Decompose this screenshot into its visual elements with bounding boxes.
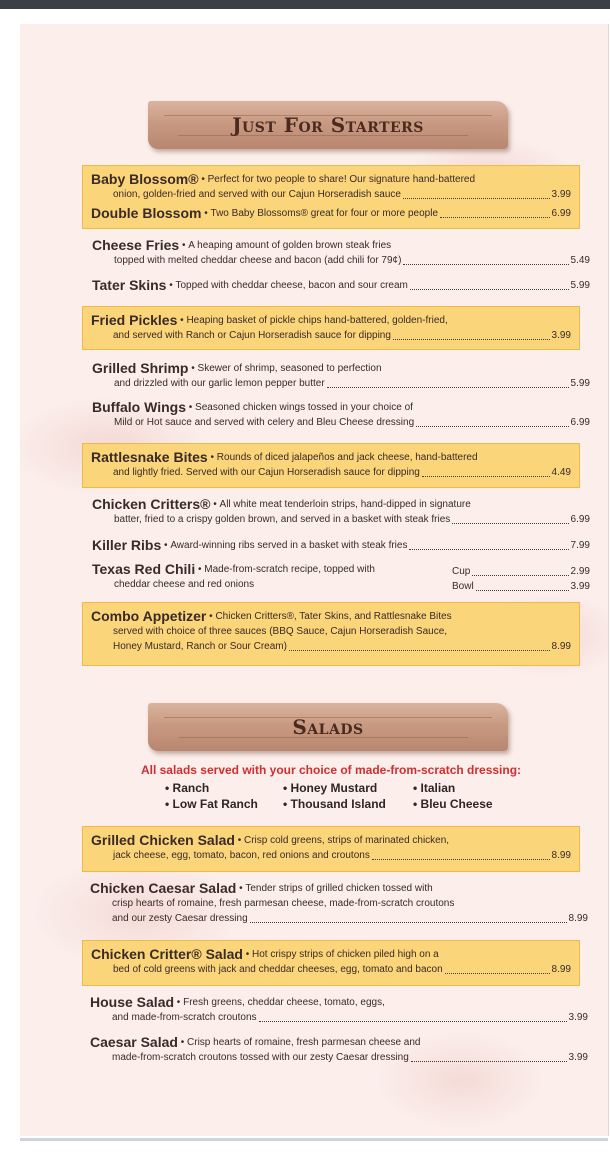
item-desc: Topped with cheddar cheese, bacon and sour cream bbox=[175, 280, 408, 291]
item-price: 5.49 bbox=[570, 255, 590, 266]
dressing-option: • Thousand Island bbox=[283, 797, 386, 811]
item-desc: Fresh greens, cheddar cheese, tomato, eggs, bbox=[183, 997, 385, 1008]
dressing-column-3 bbox=[413, 780, 493, 812]
item-name: Buffalo Wings bbox=[92, 399, 186, 415]
item-price: 5.99 bbox=[570, 378, 590, 389]
item-price: 6.99 bbox=[570, 417, 590, 428]
item-price: 3.99 bbox=[568, 1012, 588, 1023]
item-name: Tater Skins bbox=[92, 277, 167, 293]
item-desc: A heaping amount of golden brown steak fries bbox=[188, 240, 392, 251]
item-name: Chicken Critters® bbox=[92, 496, 211, 512]
item-name: House Salad bbox=[90, 994, 175, 1010]
item-price: 3.99 bbox=[551, 330, 571, 341]
item-desc: and our zesty Caesar dressing bbox=[112, 913, 248, 924]
bowl-price: 3.99 bbox=[570, 581, 590, 592]
menu-item-box-grilled-chicken-salad: Grilled Chicken Salad • Crisp cold greens, strips of marinated chicken, jack cheese, egg, tomato, bacon, red onions and croutons 8.99 bbox=[82, 826, 580, 872]
item-desc: and served with Ranch or Cajun Horseradish sauce for dipping bbox=[113, 330, 391, 341]
menu-item-killer-ribs: Killer Ribs • Award-winning ribs served in a basket with steak fries 7.99 bbox=[92, 537, 590, 553]
item-name: Chicken Critter® Salad bbox=[91, 946, 243, 962]
item-price: 3.99 bbox=[551, 189, 571, 200]
item-desc: and made-from-scratch croutons bbox=[112, 1012, 257, 1023]
item-price: 6.99 bbox=[551, 208, 571, 219]
item-name: Combo Appetizer bbox=[91, 608, 207, 624]
cup-label: Cup bbox=[452, 566, 471, 577]
item-desc: topped with melted cheddar cheese and bacon (add chili for 79¢) bbox=[114, 255, 402, 266]
menu-item-chicken-caesar-salad: Chicken Caesar Salad • Tender strips of grilled chicken tossed with crisp hearts of romaine, fresh parmesan cheese, made-from-scratch croutons and our zesty Caesar dressing 8.99 bbox=[90, 880, 588, 924]
item-desc: Tender strips of grilled chicken tossed with bbox=[245, 883, 433, 894]
item-desc: Crisp cold greens, strips of marinated chicken, bbox=[244, 835, 450, 846]
menu-item-chicken-critters: Chicken Critters® • All white meat tenderloin strips, hand-dipped in signature batter, fried to a crispy golden brown, and served in a basket with steak fries 6.99 bbox=[92, 496, 590, 525]
salads-heading-plank bbox=[148, 703, 508, 751]
item-name: Texas Red Chili bbox=[92, 561, 196, 577]
item-name: Grilled Shrimp bbox=[92, 360, 189, 376]
menu-item-buffalo-wings: Buffalo Wings • Seasoned chicken wings tossed in your choice of Mild or Hot sauce and served with celery and Bleu Cheese dressing 6.99 bbox=[92, 399, 590, 428]
item-name: Cheese Fries bbox=[92, 237, 180, 253]
dressing-option: • Low Fat Ranch bbox=[165, 797, 258, 811]
item-desc: Two Baby Blossoms® great for four or more people bbox=[210, 208, 439, 219]
item-price: 8.99 bbox=[551, 850, 571, 861]
page-bottom-edge bbox=[20, 1138, 608, 1141]
item-name: Caesar Salad bbox=[90, 1034, 178, 1050]
item-price: 7.99 bbox=[570, 540, 590, 551]
item-name: Fried Pickles bbox=[91, 312, 178, 328]
item-price: 8.99 bbox=[551, 964, 571, 975]
top-edge bbox=[0, 0, 610, 9]
menu-item-grilled-shrimp: Grilled Shrimp • Skewer of shrimp, seasoned to perfection and drizzled with our garlic lemon pepper butter 5.99 bbox=[92, 360, 590, 389]
cup-price: 2.99 bbox=[570, 566, 590, 577]
item-desc: served with choice of three sauces (BBQ Sauce, Cajun Horseradish Sauce, bbox=[113, 626, 448, 637]
starters-title: Just For Starters bbox=[232, 113, 424, 137]
item-desc: Honey Mustard, Ranch or Sour Cream) bbox=[113, 641, 287, 652]
starters-heading-plank bbox=[148, 101, 508, 149]
dressing-option: • Bleu Cheese bbox=[413, 797, 493, 811]
menu-item-box-combo: Combo Appetizer • Chicken Critters®, Tater Skins, and Rattlesnake Bites served with choice of three sauces (BBQ Sauce, Cajun Horseradish Sauce, Honey Mustard, Ranch or Sour Cream) 8.99 bbox=[82, 602, 580, 666]
dressing-option: • Ranch bbox=[165, 781, 210, 795]
menu-item-cheese-fries: Cheese Fries • A heaping amount of golden brown steak fries topped with melted cheddar cheese and bacon (add chili for 79¢) 5.49 bbox=[92, 237, 590, 266]
item-desc: Award-winning ribs served in a basket with steak fries bbox=[170, 540, 408, 551]
item-desc: Rounds of diced jalapeños and jack cheese, hand-battered bbox=[216, 452, 478, 463]
item-desc: Seasoned chicken wings tossed in your choice of bbox=[195, 402, 413, 413]
dressing-note: All salads served with your choice of made-from-scratch dressing: bbox=[140, 763, 522, 777]
item-name: Killer Ribs bbox=[92, 537, 162, 553]
item-price: 3.99 bbox=[568, 1052, 588, 1063]
menu-item-texas-red-chili: Texas Red Chili • Made-from-scratch recipe, topped with Cup 2.99 cheddar cheese and red onions Bowl 3.99 bbox=[92, 561, 590, 592]
item-desc: jack cheese, egg, tomato, bacon, red onions and croutons bbox=[113, 850, 370, 861]
item-desc: All white meat tenderloin strips, hand-dipped in signature bbox=[219, 499, 471, 510]
item-name: Chicken Caesar Salad bbox=[90, 880, 237, 896]
bowl-label: Bowl bbox=[452, 581, 474, 592]
item-desc: crisp hearts of romaine, fresh parmesan cheese, made-from-scratch croutons bbox=[112, 898, 455, 909]
menu-item-house-salad: House Salad • Fresh greens, cheddar cheese, tomato, eggs, and made-from-scratch croutons 3.99 bbox=[90, 994, 588, 1023]
menu-item-caesar-salad: Caesar Salad • Crisp hearts of romaine, fresh parmesan cheese and made-from-scratch croutons tossed with our zesty Caesar dressing 3.99 bbox=[90, 1034, 588, 1063]
item-desc: Perfect for two people to share! Our signature hand-battered bbox=[207, 174, 476, 185]
item-name: Rattlesnake Bites bbox=[91, 449, 208, 465]
item-desc: Mild or Hot sauce and served with celery and Bleu Cheese dressing bbox=[114, 417, 415, 428]
item-name: Baby Blossom® bbox=[91, 171, 199, 187]
salads-title: Salads bbox=[292, 715, 364, 739]
menu-item-box-critter-salad: Chicken Critter® Salad • Hot crispy strips of chicken piled high on a bed of cold greens with jack and cheddar cheeses, egg, tomato and bacon 8.99 bbox=[82, 940, 580, 986]
menu-item-box-fried-pickles: Fried Pickles • Heaping basket of pickle chips hand-battered, golden-fried, and served with Ranch or Cajun Horseradish sauce for dipping 3.99 bbox=[82, 306, 580, 350]
item-price: 8.99 bbox=[551, 641, 571, 652]
item-price: 6.99 bbox=[570, 514, 590, 525]
item-desc: onion, golden-fried and served with our Cajun Horseradish sauce bbox=[113, 189, 401, 200]
item-desc: made-from-scratch croutons tossed with our zesty Caesar dressing bbox=[112, 1052, 409, 1063]
menu-item-box-blossoms: Baby Blossom® • Perfect for two people to share! Our signature hand-battered onion, golden-fried and served with our Cajun Horseradish sauce 3.99 Double Blossom • Two Baby Blossoms® great for four or more people 6.99 bbox=[82, 165, 580, 229]
item-desc: and drizzled with our garlic lemon pepper butter bbox=[114, 378, 325, 389]
dressing-column-1 bbox=[165, 780, 258, 812]
item-price: 8.99 bbox=[568, 913, 588, 924]
item-price: 4.49 bbox=[551, 467, 571, 478]
item-price: 5.99 bbox=[570, 280, 590, 291]
menu-item-box-rattlesnake: Rattlesnake Bites • Rounds of diced jalapeños and jack cheese, hand-battered and lightly fried. Served with our Cajun Horseradish sauce for dipping 4.49 bbox=[82, 443, 580, 488]
dressing-column-2 bbox=[283, 780, 386, 812]
dressing-option: • Honey Mustard bbox=[283, 781, 378, 795]
item-desc: bed of cold greens with jack and cheddar cheeses, egg, tomato and bacon bbox=[113, 964, 443, 975]
item-desc: Chicken Critters®, Tater Skins, and Rattlesnake Bites bbox=[215, 611, 452, 622]
item-name: Double Blossom bbox=[91, 205, 202, 221]
item-desc: cheddar cheese and red onions bbox=[114, 579, 255, 590]
item-desc: Crisp hearts of romaine, fresh parmesan cheese and bbox=[187, 1037, 421, 1048]
item-desc: Made-from-scratch recipe, topped with bbox=[204, 564, 375, 575]
item-desc: Skewer of shrimp, seasoned to perfection bbox=[197, 363, 382, 374]
item-desc: Hot crispy strips of chicken piled high on a bbox=[251, 949, 439, 960]
item-desc: and lightly fried. Served with our Cajun Horseradish sauce for dipping bbox=[113, 467, 420, 478]
item-name: Grilled Chicken Salad bbox=[91, 832, 235, 848]
dressing-option: • Italian bbox=[413, 781, 456, 795]
menu-item-tater-skins: Tater Skins • Topped with cheddar cheese, bacon and sour cream 5.99 bbox=[92, 277, 590, 293]
item-desc: Heaping basket of pickle chips hand-battered, golden-fried, bbox=[186, 315, 448, 326]
item-desc: batter, fried to a crispy golden brown, and served in a basket with steak fries bbox=[114, 514, 451, 525]
